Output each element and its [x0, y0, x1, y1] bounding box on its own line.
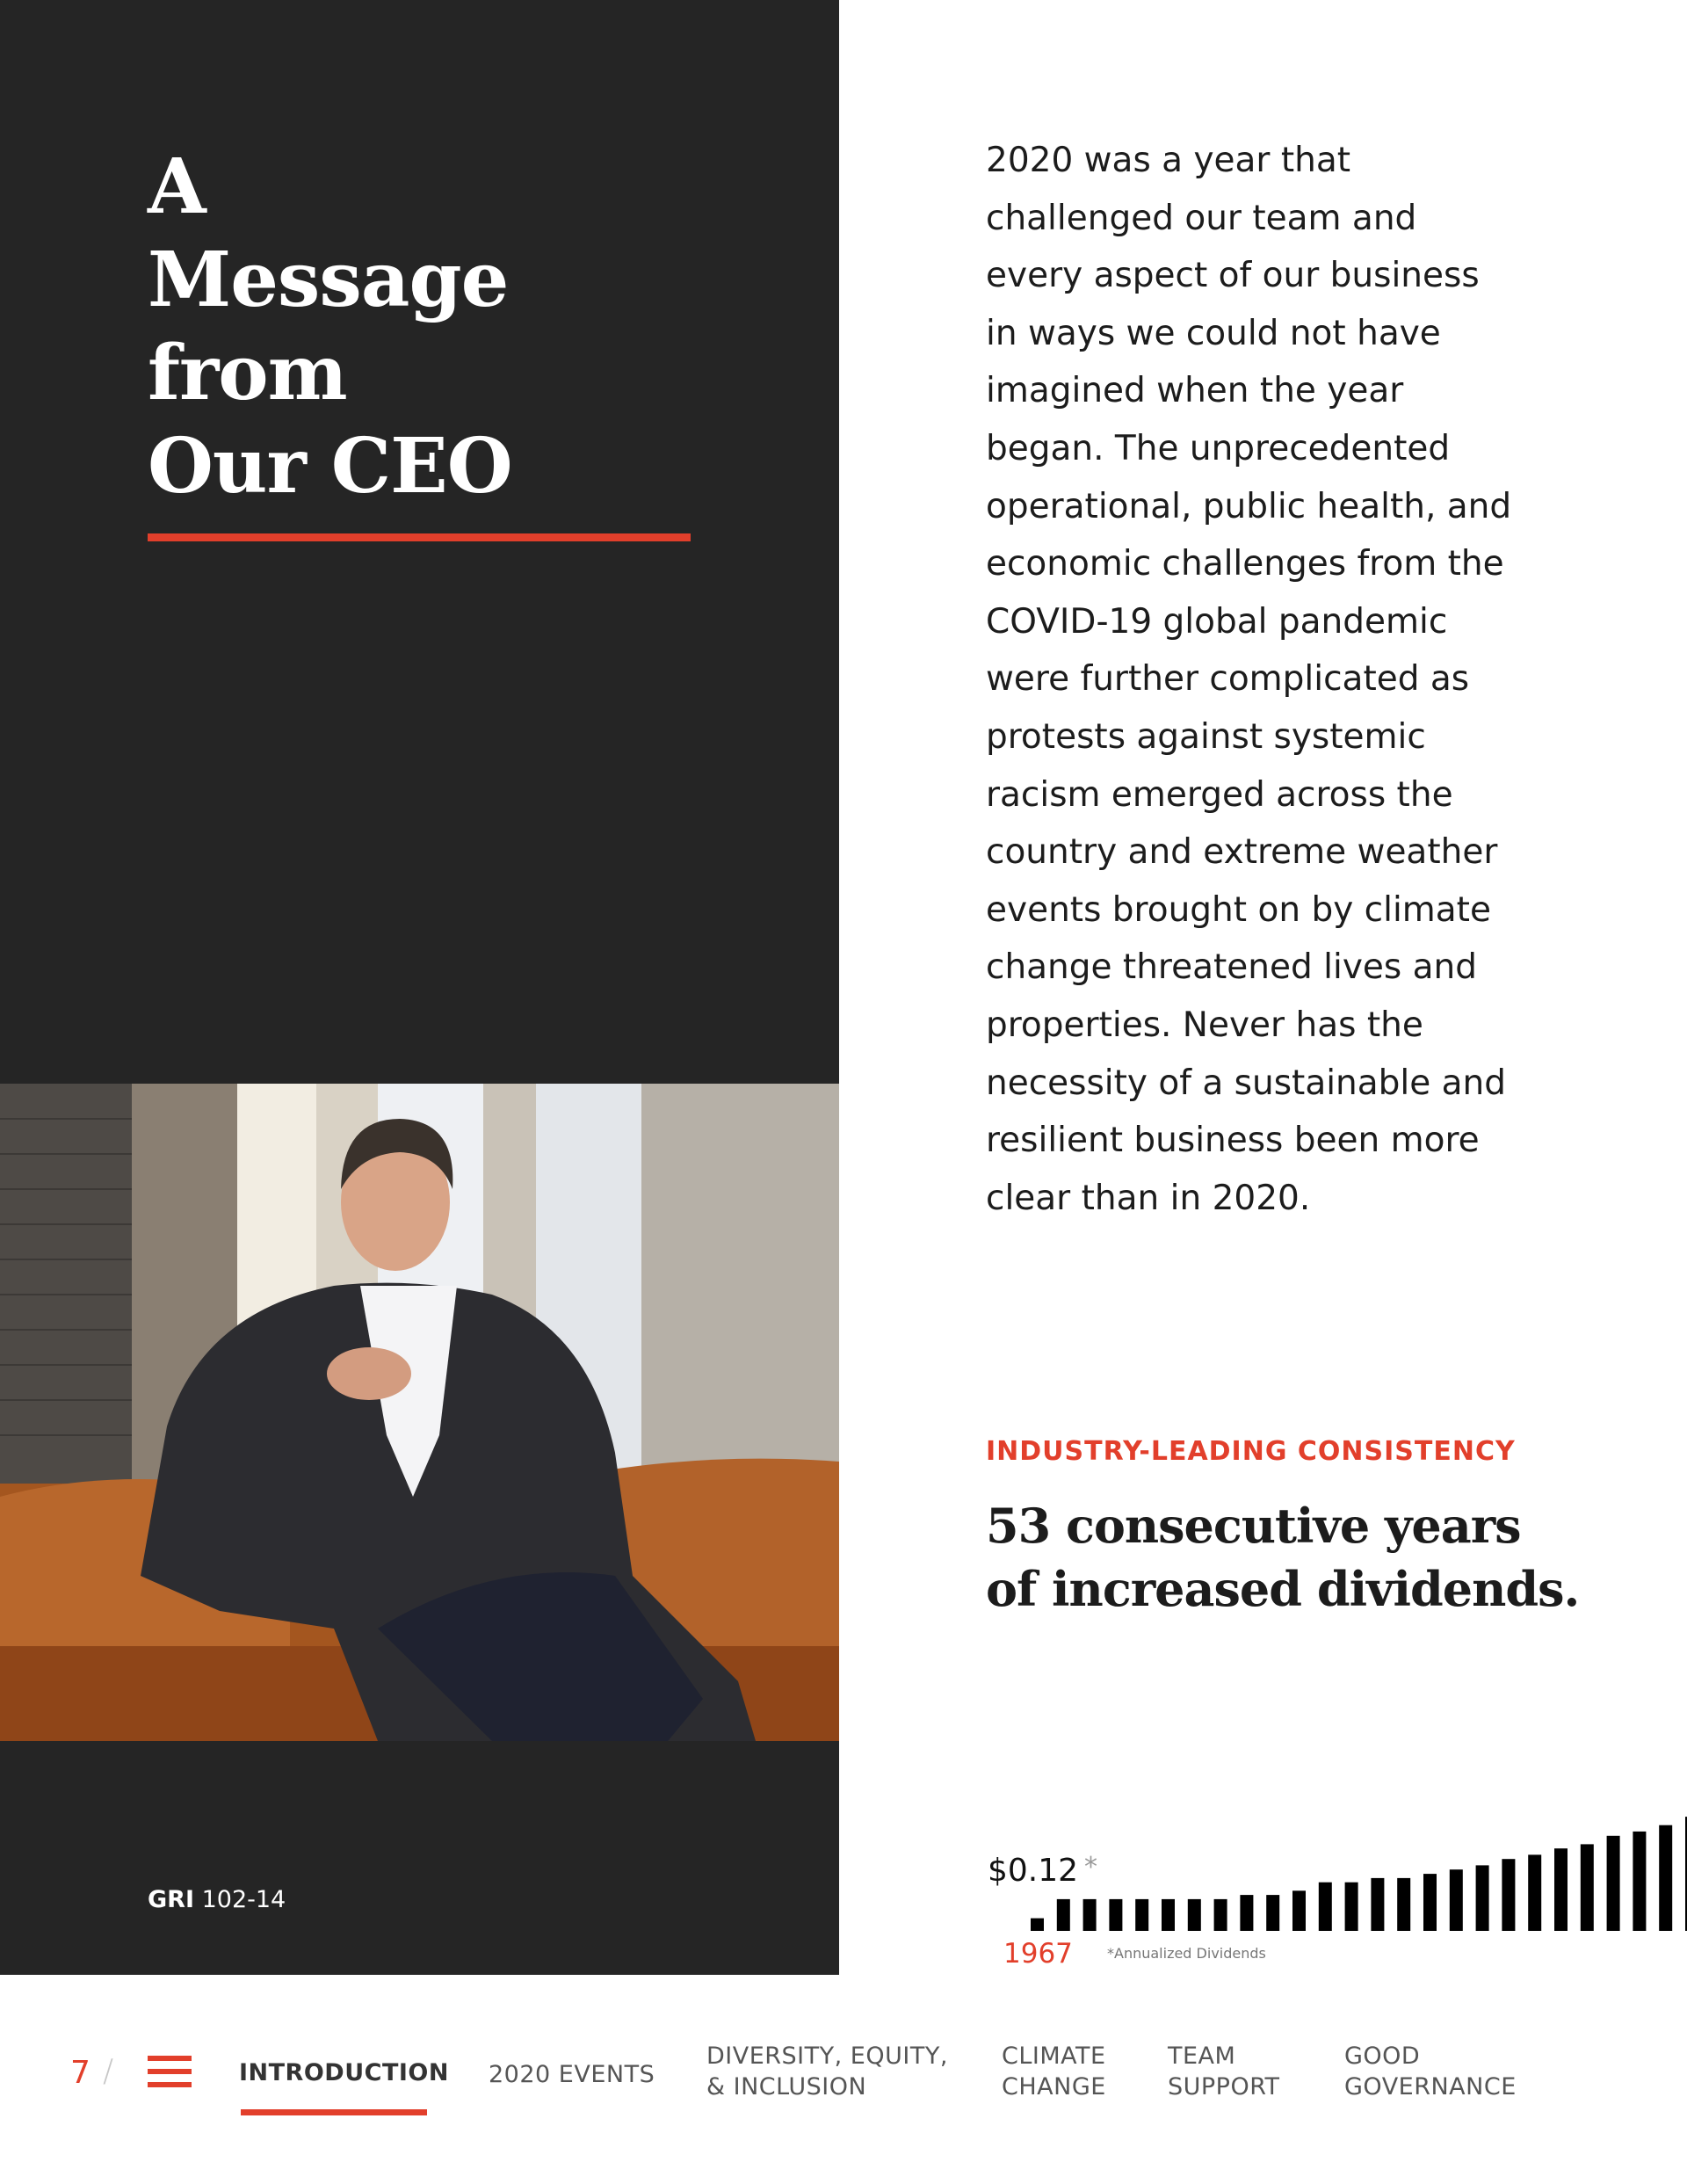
intro-line: resilient business been more: [986, 1121, 1480, 1161]
intro-line: imagined when the year: [986, 371, 1404, 411]
dividend-bar: [1450, 1869, 1463, 1931]
title-line: Our CEO: [148, 422, 512, 511]
dividend-bar: [1476, 1865, 1489, 1931]
highlight-headline: [986, 1494, 1579, 1621]
nav-item-label: CHANGE: [1002, 2073, 1106, 2101]
dividend-bar: [1581, 1844, 1594, 1931]
chart-footnote: *Annualized Dividends: [1107, 1945, 1266, 1962]
gri-reference: [148, 1886, 286, 1913]
dividend-bar: [1345, 1883, 1358, 1931]
dividend-bar: [1162, 1899, 1175, 1931]
intro-line: necessity of a sustainable and: [986, 1063, 1507, 1103]
headline-line: of increased dividends.: [986, 1561, 1580, 1617]
dividend-bar: [1607, 1836, 1620, 1931]
dividend-bar: [1423, 1874, 1437, 1931]
dividend-bar: [1659, 1825, 1672, 1931]
dividend-bar: [1057, 1899, 1070, 1931]
nav-item-label: SUPPORT: [1168, 2073, 1280, 2101]
dividend-bar: [1135, 1899, 1148, 1931]
intro-line: COVID-19 global pandemic: [986, 601, 1448, 642]
dividend-bar: [1109, 1899, 1122, 1931]
intro-line: economic challenges from the: [986, 544, 1504, 584]
nav-active-indicator: [241, 2109, 427, 2115]
intro-line: events brought on by climate: [986, 889, 1491, 930]
nav-item-label: GOOD: [1344, 2043, 1421, 2070]
dividend-bar: [1371, 1878, 1384, 1931]
page-number: 7: [70, 2055, 91, 2091]
nav-item-introduction[interactable]: [239, 2057, 449, 2088]
nav-item-team-support[interactable]: [1168, 2041, 1280, 2102]
nav-item-label: INTRODUCTION: [239, 2059, 449, 2086]
highlight-kicker: INDUSTRY-LEADING CONSISTENCY: [986, 1436, 1516, 1467]
intro-line: protests against systemic: [986, 716, 1426, 757]
intro-line: began. The unprecedented: [986, 428, 1451, 468]
gri-code: 102-14: [201, 1886, 286, 1913]
title-underline: [148, 533, 691, 541]
ceo-photo-illustration: [0, 1084, 839, 1741]
nav-item-label: GOVERNANCE: [1344, 2073, 1517, 2101]
intro-line: country and extreme weather: [986, 832, 1498, 873]
dividend-bar: [1214, 1899, 1227, 1931]
dividend-bar: [1633, 1832, 1646, 1931]
intro-line: challenged our team and: [986, 198, 1417, 238]
intro-line: racism emerged across the: [986, 774, 1453, 815]
page-separator: /: [103, 2053, 114, 2089]
gri-label: GRI: [148, 1886, 194, 1913]
intro-line: properties. Never has the: [986, 1005, 1423, 1045]
intro-line: change threatened lives and: [986, 947, 1477, 988]
intro-line: clear than in 2020.: [986, 1178, 1311, 1218]
nav-item-2020-events[interactable]: [489, 2059, 655, 2090]
nav-item-label: DIVERSITY, EQUITY,: [706, 2043, 948, 2070]
dividend-bar: [1528, 1854, 1541, 1931]
chart-asterisk: *: [1084, 1852, 1097, 1883]
dividend-bar: [1319, 1883, 1332, 1931]
intro-line: every aspect of our business: [986, 256, 1480, 296]
dividend-bar: [1083, 1899, 1097, 1931]
title-line: Message: [148, 236, 509, 324]
chart-start-year-label: 1967: [1003, 1938, 1073, 1970]
dividend-bar: [1292, 1890, 1306, 1931]
dividend-bar: [1502, 1859, 1515, 1931]
intro-line: in ways we could not have: [986, 313, 1441, 353]
nav-item-label: TEAM: [1168, 2043, 1236, 2070]
chart-bars: [1031, 1774, 1687, 1931]
title-line: from: [148, 329, 347, 417]
hamburger-menu-icon[interactable]: [148, 2056, 192, 2087]
headline-line: 53 consecutive years: [986, 1498, 1521, 1554]
ceo-photo: [0, 1084, 839, 1741]
nav-item-diversity-equity-inclusion[interactable]: [706, 2041, 948, 2102]
dividend-bar-chart: [975, 1758, 1687, 1973]
intro-line: 2020 was a year that: [986, 141, 1351, 180]
dividend-bar: [1031, 1919, 1044, 1931]
page-title: [148, 141, 512, 513]
dividend-bar: [1266, 1895, 1279, 1931]
nav-item-label: & INCLUSION: [706, 2073, 867, 2101]
dividend-bar: [1554, 1848, 1568, 1931]
nav-item-label: CLIMATE: [1002, 2043, 1106, 2070]
dividend-bar: [1397, 1878, 1410, 1931]
intro-paragraph: [986, 132, 1566, 1227]
nav-item-climate-change[interactable]: [1002, 2041, 1106, 2102]
intro-line: operational, public health, and: [986, 486, 1512, 526]
intro-line: were further complicated as: [986, 659, 1470, 700]
title-line: A: [148, 142, 206, 231]
chart-start-value-label: $0.12: [988, 1853, 1079, 1889]
nav-item-good-governance[interactable]: [1344, 2041, 1517, 2102]
nav-item-label: 2020 EVENTS: [489, 2061, 655, 2088]
dividend-bar: [1188, 1899, 1201, 1931]
dividend-bar: [1240, 1895, 1253, 1931]
